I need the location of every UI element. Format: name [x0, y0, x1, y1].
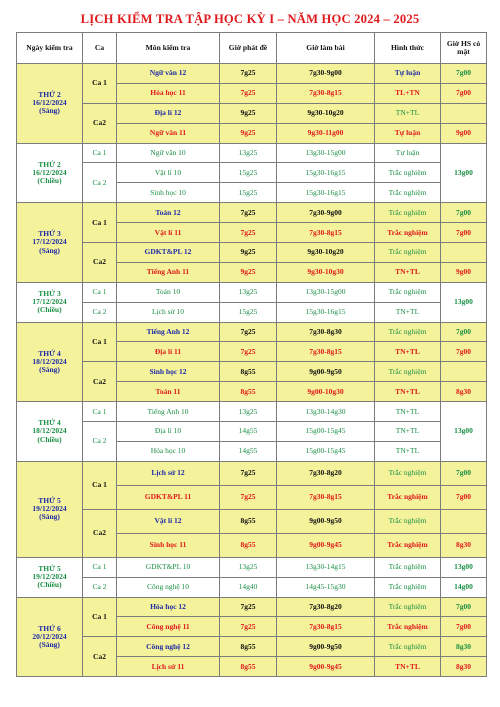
- day-label-line2: 16/12/2024: [32, 167, 67, 177]
- arrival-time-cell: 7g00: [441, 485, 487, 509]
- issue-time-cell: 8g55: [220, 509, 277, 533]
- day-label-line2: 16/12/2024: [32, 98, 67, 108]
- issue-time-cell: 14g40: [220, 577, 277, 597]
- shift-cell: Ca 2: [83, 302, 117, 322]
- issue-time-cell: 8g55: [220, 657, 277, 677]
- header-arrival-time: Giờ HS có mặt: [441, 33, 487, 64]
- shift-cell: Ca 1: [83, 557, 117, 577]
- shift-cell: Ca 1: [83, 282, 117, 302]
- format-cell: Trắc nghiệm: [375, 362, 441, 382]
- arrival-time-cell: 14g00: [441, 577, 487, 597]
- shift-cell: Ca 2: [83, 163, 117, 203]
- subject-cell: Hóa học 11: [117, 83, 220, 103]
- exam-schedule-table: [16, 32, 487, 677]
- subject-cell: Vật lí 12: [117, 509, 220, 533]
- day-label-line2: 17/12/2024: [32, 237, 67, 247]
- shift-cell: Ca2: [83, 509, 117, 557]
- table-row: [17, 243, 487, 263]
- exam-time-cell: 15g00-15g45: [277, 441, 375, 461]
- format-cell: TN+TL: [375, 382, 441, 402]
- issue-time-cell: 8g55: [220, 362, 277, 382]
- format-cell: TN+TL: [375, 657, 441, 677]
- issue-time-cell: 7g25: [220, 322, 277, 342]
- day-label-line3: (Chiều): [37, 434, 62, 444]
- shift-cell: Ca 1: [83, 402, 117, 422]
- subject-cell: Sinh học 11: [117, 533, 220, 557]
- table-row: [17, 461, 487, 485]
- table-row: [17, 64, 487, 84]
- issue-time-cell: 7g25: [220, 485, 277, 509]
- issue-time-cell: 8g55: [220, 533, 277, 557]
- day-label-line1: THỨ 5: [38, 496, 61, 506]
- arrival-time-cell: 9g00: [441, 262, 487, 282]
- format-cell: Trắc nghiệm: [375, 322, 441, 342]
- issue-time-cell: 14g55: [220, 422, 277, 442]
- exam-time-cell: 9g00-9g50: [277, 637, 375, 657]
- subject-cell: Ngữ văn 12: [117, 64, 220, 84]
- subject-cell: Vật lí 10: [117, 163, 220, 183]
- issue-time-cell: 13g25: [220, 143, 277, 163]
- exam-time-cell: 14g45-15g30: [277, 577, 375, 597]
- arrival-time-cell: [441, 243, 487, 263]
- exam-time-cell: 7g30-8g30: [277, 322, 375, 342]
- day-label-line1: THỨ 3: [38, 289, 61, 299]
- day-label-line2: 18/12/2024: [32, 356, 67, 366]
- arrival-time-cell: 7g00: [441, 461, 487, 485]
- exam-time-cell: 13g30-15g00: [277, 282, 375, 302]
- table-row: [17, 637, 487, 657]
- table-row: [17, 143, 487, 163]
- table-row: [17, 203, 487, 223]
- exam-time-cell: 9g30-10g30: [277, 262, 375, 282]
- exam-time-cell: 9g00-9g50: [277, 509, 375, 533]
- format-cell: Trắc nghiệm: [375, 617, 441, 637]
- arrival-time-cell: 13g00: [441, 402, 487, 462]
- subject-cell: Lịch sử 12: [117, 461, 220, 485]
- table-row: [17, 402, 487, 422]
- issue-time-cell: 7g25: [220, 617, 277, 637]
- format-cell: Trắc nghiệm: [375, 509, 441, 533]
- format-cell: Trắc nghiệm: [375, 485, 441, 509]
- subject-cell: Lịch sử 11: [117, 657, 220, 677]
- format-cell: Trắc nghiệm: [375, 637, 441, 657]
- day-label-line2: 17/12/2024: [32, 297, 67, 307]
- exam-time-cell: 9g30-11g00: [277, 123, 375, 143]
- table-row: [17, 302, 487, 322]
- arrival-time-cell: 7g00: [441, 64, 487, 84]
- issue-time-cell: 13g25: [220, 557, 277, 577]
- day-label-line2: 18/12/2024: [32, 426, 67, 436]
- subject-cell: Toán 10: [117, 282, 220, 302]
- issue-time-cell: 9g25: [220, 103, 277, 123]
- format-cell: Trắc nghiệm: [375, 163, 441, 183]
- day-label-line3: (Chiều): [37, 175, 62, 185]
- table-row: [17, 103, 487, 123]
- exam-time-cell: 13g30-15g00: [277, 143, 375, 163]
- arrival-time-cell: 13g00: [441, 282, 487, 322]
- arrival-time-cell: 7g00: [441, 617, 487, 637]
- shift-cell: Ca 1: [83, 143, 117, 163]
- subject-cell: Công nghệ 12: [117, 637, 220, 657]
- issue-time-cell: 7g25: [220, 342, 277, 362]
- arrival-time-cell: 7g00: [441, 83, 487, 103]
- format-cell: TL+TN: [375, 83, 441, 103]
- table-row: [17, 422, 487, 442]
- arrival-time-cell: 7g00: [441, 203, 487, 223]
- day-label-line1: THỨ 4: [38, 418, 61, 428]
- day-cell: [17, 203, 83, 283]
- issue-time-cell: 7g25: [220, 223, 277, 243]
- table-row: [17, 322, 487, 342]
- issue-time-cell: 7g25: [220, 597, 277, 617]
- issue-time-cell: 13g25: [220, 402, 277, 422]
- issue-time-cell: 15g25: [220, 302, 277, 322]
- subject-cell: Toán 11: [117, 382, 220, 402]
- header-issue-time: Giờ phát đề: [220, 33, 277, 64]
- format-cell: TN+TL: [375, 342, 441, 362]
- arrival-time-cell: 7g00: [441, 223, 487, 243]
- exam-time-cell: 9g00-9g45: [277, 657, 375, 677]
- subject-cell: Địa lí 11: [117, 342, 220, 362]
- format-cell: Trắc nghiệm: [375, 577, 441, 597]
- exam-time-cell: 7g30-8g20: [277, 597, 375, 617]
- header-format: Hình thức: [375, 33, 441, 64]
- schedule-body: [17, 64, 487, 677]
- exam-time-cell: 7g30-9g00: [277, 203, 375, 223]
- shift-cell: Ca 2: [83, 422, 117, 462]
- table-row: [17, 597, 487, 617]
- format-cell: Trắc nghiệm: [375, 203, 441, 223]
- day-label-line2: 20/12/2024: [32, 631, 67, 641]
- table-row: [17, 557, 487, 577]
- shift-cell: Ca2: [83, 637, 117, 677]
- exam-time-cell: 15g00-15g45: [277, 422, 375, 442]
- arrival-time-cell: [441, 362, 487, 382]
- exam-time-cell: 9g30-10g20: [277, 103, 375, 123]
- issue-time-cell: 14g55: [220, 441, 277, 461]
- day-label-line1: THỨ 5: [38, 564, 61, 574]
- subject-cell: Sinh học 10: [117, 183, 220, 203]
- format-cell: Trắc nghiệm: [375, 183, 441, 203]
- subject-cell: Lịch sử 10: [117, 302, 220, 322]
- arrival-time-cell: 8g30: [441, 657, 487, 677]
- page-title: LỊCH KIỂM TRA TẬP HỌC KỲ I – NĂM HỌC 2024 – 2025: [80, 12, 420, 26]
- header-date: Ngày kiểm tra: [17, 33, 83, 64]
- exam-time-cell: 15g30-16g15: [277, 163, 375, 183]
- format-cell: Trắc nghiệm: [375, 243, 441, 263]
- issue-time-cell: 7g25: [220, 461, 277, 485]
- table-row: [17, 282, 487, 302]
- shift-cell: Ca 1: [83, 322, 117, 362]
- exam-time-cell: 7g30-8g20: [277, 461, 375, 485]
- day-cell: [17, 597, 83, 677]
- subject-cell: Địa lí 12: [117, 103, 220, 123]
- arrival-time-cell: 8g30: [441, 637, 487, 657]
- exam-time-cell: 15g30-16g15: [277, 302, 375, 322]
- format-cell: TN+TL: [375, 422, 441, 442]
- header-exam-time: Giờ làm bài: [277, 33, 375, 64]
- format-cell: Trắc nghiệm: [375, 557, 441, 577]
- day-label-line3: (Chiều): [37, 305, 62, 315]
- header-shift: Ca: [83, 33, 117, 64]
- format-cell: Trắc nghiệm: [375, 533, 441, 557]
- issue-time-cell: 7g25: [220, 64, 277, 84]
- shift-cell: Ca2: [83, 362, 117, 402]
- exam-time-cell: 9g00-9g50: [277, 362, 375, 382]
- issue-time-cell: 13g25: [220, 282, 277, 302]
- shift-cell: Ca 1: [83, 597, 117, 637]
- subject-cell: Toán 12: [117, 203, 220, 223]
- day-label-line1: THỨ 3: [38, 229, 61, 239]
- arrival-time-cell: [441, 103, 487, 123]
- day-label-line3: (Sáng): [39, 512, 60, 522]
- subject-cell: Tiếng Anh 11: [117, 262, 220, 282]
- exam-time-cell: 7g30-8g15: [277, 617, 375, 637]
- exam-time-cell: 9g00-9g45: [277, 533, 375, 557]
- day-label-line2: 19/12/2024: [32, 504, 67, 514]
- shift-cell: Ca 2: [83, 577, 117, 597]
- format-cell: TN+TL: [375, 262, 441, 282]
- arrival-time-cell: [441, 509, 487, 533]
- format-cell: Tự luận: [375, 143, 441, 163]
- issue-time-cell: 7g25: [220, 203, 277, 223]
- exam-time-cell: 7g30-9g00: [277, 64, 375, 84]
- issue-time-cell: 9g25: [220, 243, 277, 263]
- issue-time-cell: 15g25: [220, 163, 277, 183]
- format-cell: Trắc nghiệm: [375, 461, 441, 485]
- issue-time-cell: 8g55: [220, 382, 277, 402]
- exam-time-cell: 7g30-8g15: [277, 83, 375, 103]
- subject-cell: GDKT&PL 12: [117, 243, 220, 263]
- subject-cell: GDKT&PL 11: [117, 485, 220, 509]
- shift-cell: Ca2: [83, 243, 117, 283]
- format-cell: TN+TL: [375, 302, 441, 322]
- arrival-time-cell: 7g00: [441, 597, 487, 617]
- format-cell: Tự luận: [375, 123, 441, 143]
- subject-cell: Tiếng Anh 12: [117, 322, 220, 342]
- subject-cell: Công nghệ 10: [117, 577, 220, 597]
- day-label-line1: THỨ 2: [38, 90, 61, 100]
- exam-time-cell: 9g00-10g30: [277, 382, 375, 402]
- shift-cell: Ca 1: [83, 203, 117, 243]
- day-label-line2: 19/12/2024: [32, 572, 67, 582]
- day-label-line3: (Chiều): [37, 580, 62, 590]
- arrival-time-cell: 13g00: [441, 557, 487, 577]
- table-row: [17, 577, 487, 597]
- subject-cell: Ngữ văn 11: [117, 123, 220, 143]
- exam-time-cell: 13g30-14g30: [277, 402, 375, 422]
- day-label-line1: THỨ 4: [38, 348, 61, 358]
- subject-cell: Vật lí 11: [117, 223, 220, 243]
- exam-time-cell: 7g30-8g15: [277, 342, 375, 362]
- exam-time-cell: 15g30-16g15: [277, 183, 375, 203]
- exam-time-cell: 9g30-10g20: [277, 243, 375, 263]
- exam-time-cell: 7g30-8g15: [277, 223, 375, 243]
- day-cell: [17, 557, 83, 597]
- day-label-line3: (Sáng): [39, 245, 60, 255]
- day-label-line1: THỨ 2: [38, 159, 61, 169]
- format-cell: Trắc nghiệm: [375, 282, 441, 302]
- format-cell: Trắc nghiệm: [375, 597, 441, 617]
- subject-cell: Công nghệ 11: [117, 617, 220, 637]
- format-cell: TN+TL: [375, 441, 441, 461]
- day-cell: [17, 64, 83, 144]
- arrival-time-cell: 8g30: [441, 533, 487, 557]
- format-cell: TN+TL: [375, 402, 441, 422]
- table-row: [17, 509, 487, 533]
- shift-cell: Ca2: [83, 103, 117, 143]
- subject-cell: Sinh học 12: [117, 362, 220, 382]
- arrival-time-cell: 9g00: [441, 123, 487, 143]
- arrival-time-cell: 7g00: [441, 342, 487, 362]
- issue-time-cell: 9g25: [220, 123, 277, 143]
- day-label-line3: (Sáng): [39, 364, 60, 374]
- format-cell: Tự luận: [375, 64, 441, 84]
- shift-cell: Ca 1: [83, 461, 117, 509]
- header-subject: Môn kiểm tra: [117, 33, 220, 64]
- day-label-line1: THỨ 6: [38, 623, 61, 633]
- arrival-time-cell: 13g00: [441, 143, 487, 203]
- subject-cell: Ngữ văn 10: [117, 143, 220, 163]
- issue-time-cell: 9g25: [220, 262, 277, 282]
- day-cell: [17, 282, 83, 322]
- day-cell: [17, 143, 83, 203]
- day-label-line3: (Sáng): [39, 639, 60, 649]
- day-cell: [17, 461, 83, 557]
- format-cell: Trắc nghiệm: [375, 223, 441, 243]
- day-cell: [17, 402, 83, 462]
- subject-cell: Hóa học 12: [117, 597, 220, 617]
- issue-time-cell: 7g25: [220, 83, 277, 103]
- subject-cell: Địa lí 10: [117, 422, 220, 442]
- day-cell: [17, 322, 83, 402]
- header-row: [17, 33, 487, 64]
- issue-time-cell: 15g25: [220, 183, 277, 203]
- subject-cell: Tiếng Anh 10: [117, 402, 220, 422]
- exam-time-cell: 13g30-14g15: [277, 557, 375, 577]
- issue-time-cell: 8g55: [220, 637, 277, 657]
- shift-cell: Ca 1: [83, 64, 117, 104]
- table-row: [17, 362, 487, 382]
- exam-time-cell: 7g30-8g15: [277, 485, 375, 509]
- day-label-line3: (Sáng): [39, 106, 60, 116]
- format-cell: TN+TL: [375, 103, 441, 123]
- subject-cell: GDKT&PL 10: [117, 557, 220, 577]
- subject-cell: Hóa học 10: [117, 441, 220, 461]
- arrival-time-cell: 8g30: [441, 382, 487, 402]
- arrival-time-cell: 7g00: [441, 322, 487, 342]
- table-row: [17, 163, 487, 183]
